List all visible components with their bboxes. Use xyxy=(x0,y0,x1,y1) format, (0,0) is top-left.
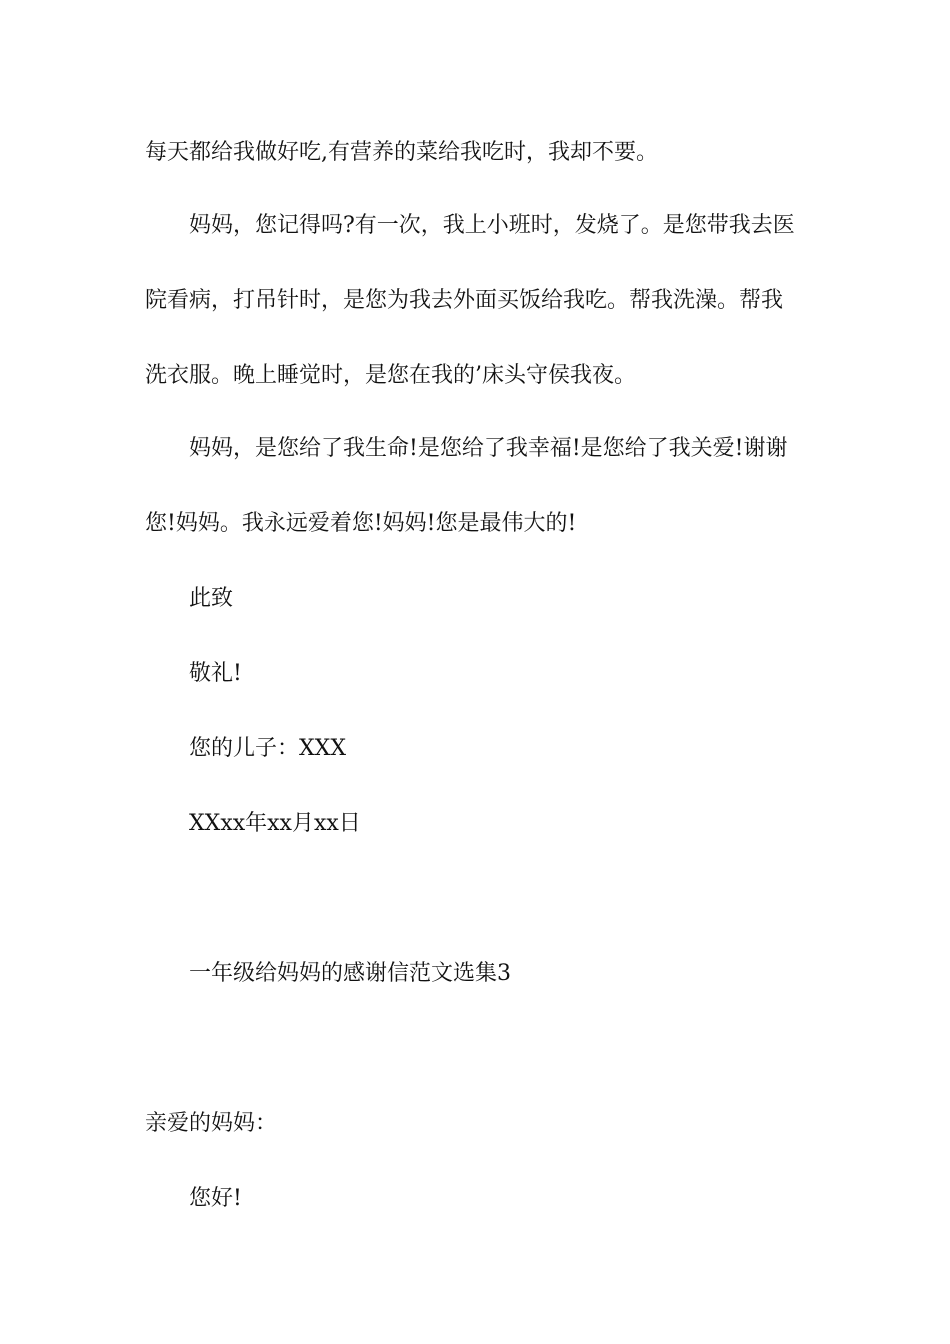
letter-greeting: 亲爱的妈妈： xyxy=(145,1111,278,1136)
paragraph-line: 妈妈，是您给了我生命!是您给了我幸福!是您给了我关爱!谢谢 xyxy=(189,436,788,461)
paragraph-line: 您!妈妈。我永远爱着您!妈妈!您是最伟大的! xyxy=(145,511,577,536)
paragraph-line: 院看病，打吊针时，是您为我去外面买饭给我吃。帮我洗澡。帮我 xyxy=(145,288,784,313)
letter-hello: 您好! xyxy=(189,1186,242,1211)
letter-date: XXxx年xx月xx日 xyxy=(189,811,361,836)
paragraph-line: 洗衣服。晚上睡觉时，是您在我的’床头守侯我夜。 xyxy=(145,363,636,388)
letter-salute: 敬礼! xyxy=(189,661,242,686)
section-title: 一年级给妈妈的感谢信范文选集3 xyxy=(189,961,511,986)
paragraph-line: 每天都给我做好吃,有营养的菜给我吃时，我却不要。 xyxy=(145,140,658,165)
letter-closing: 此致 xyxy=(189,586,234,611)
paragraph-line: 妈妈，您记得吗?有一次，我上小班时，发烧了。是您带我去医 xyxy=(189,213,795,238)
letter-signature: 您的儿子：XXX xyxy=(189,736,346,761)
